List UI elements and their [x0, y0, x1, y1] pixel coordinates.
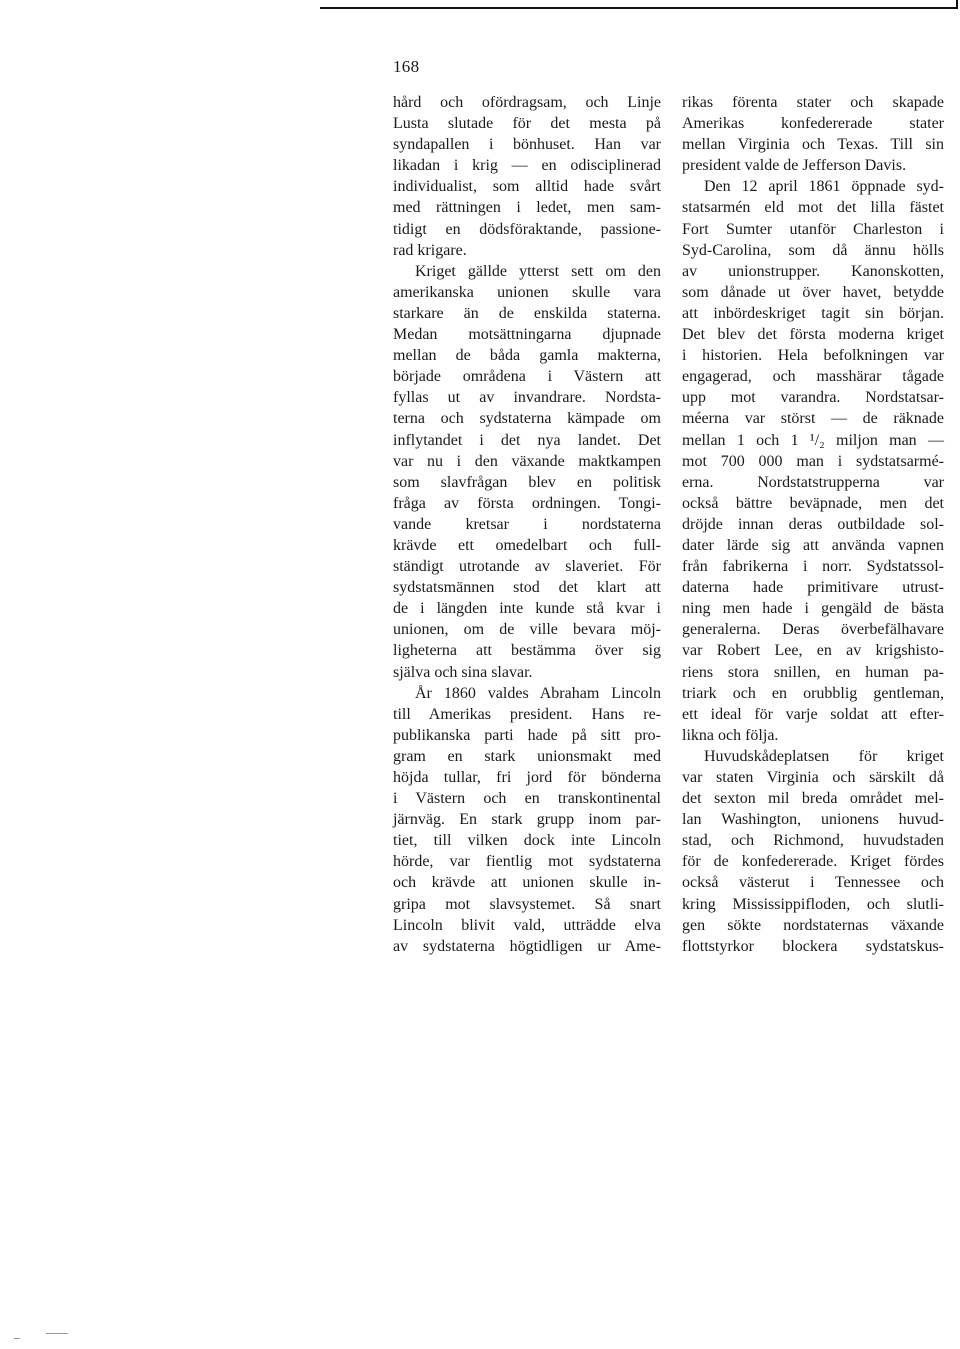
text-line: vande kretsar i nordstaterna: [393, 515, 661, 533]
text-line: individualist, som alltid hade svårt: [393, 178, 661, 196]
text-line: mellan de båda gamla makterna,: [393, 347, 661, 365]
text-line: själva och sina slavar.: [393, 663, 533, 681]
text-line: gram en stark unionsmakt med: [393, 747, 661, 765]
text-line: lan Washington, unionens huvud-: [682, 811, 944, 829]
text-column-right: [682, 92, 944, 957]
text-line: dater lärde sig att använda vapnen: [682, 536, 944, 554]
text-line: för de konfedererade. Kriget fördes: [682, 853, 944, 871]
text-line: rad krigare.: [393, 241, 467, 259]
scan-speck: [46, 1333, 68, 1334]
text-line: var nu i den växande maktkampen: [393, 452, 661, 470]
text-line: gen sökte nordstaternas växande: [682, 916, 944, 934]
text-line: också bättre beväpnade, men det: [682, 494, 944, 512]
text-line: likna och följa.: [682, 726, 779, 744]
text-line: som slavfrågan blev en politisk: [393, 473, 661, 491]
text-line: också västerut i Tennessee och: [682, 874, 944, 892]
text-line: rikas förenta stater och skapade: [682, 94, 944, 111]
text-line: inflytandet i det nya landet. Det: [393, 431, 661, 449]
text-column-left: [393, 92, 661, 957]
top-border-corner: [956, 0, 958, 9]
text-line: upp mot varandra. Nordstatsar-: [682, 389, 944, 407]
text-line: amerikanska unionen skulle vara: [393, 283, 661, 301]
text-line: det sexton mil breda området mel-: [682, 790, 944, 808]
text-line: Huvudskådeplatsen för kriget: [704, 747, 944, 765]
text-line: fråga av första ordningen. Tongi-: [393, 494, 661, 512]
text-line: ligheterna att bestämma över sig: [393, 642, 661, 660]
text-line: daterna hade primitivare utrust-: [682, 579, 944, 597]
text-line: Lincoln blivit vald, utträdde elva: [393, 916, 661, 934]
text-line: tidigt en dödsföraktande, passione-: [393, 220, 661, 238]
text-line: mellan 1 och 1 ¹/₂ miljon man —: [682, 431, 944, 449]
text-line: att inbördeskriget tagit sin början.: [682, 304, 944, 322]
text-line: från fabrikerna i norr. Sydstatssol-: [682, 558, 944, 576]
text-line: publikanska parti hade på sitt pro-: [393, 726, 661, 744]
text-line: Den 12 april 1861 öppnade syd-: [704, 178, 944, 196]
text-line: stad, och Richmond, huvudstaden: [682, 832, 944, 850]
text-line: syndapallen i bönhuset. Han var: [393, 136, 661, 154]
text-line: hörde, var fientlig mot sydstaterna: [393, 853, 661, 871]
text-line: de i längden inte kunde stå kvar i: [393, 600, 661, 618]
text-line: var staten Virginia och särskilt då: [682, 769, 944, 786]
text-line: i historien. Hela befolkningen var: [682, 347, 944, 365]
text-line: som dånade ut över havet, betydde: [682, 283, 944, 301]
text-line: president valde de Jefferson Davis.: [682, 157, 907, 175]
text-line: Det blev det första moderna kriget: [682, 326, 944, 344]
text-line: År 1860 valdes Abraham Lincoln: [415, 684, 661, 702]
text-line: med rättningen i ledet, men sam-: [393, 199, 661, 217]
text-line: ständigt utrotande av slaveriet. För: [393, 558, 661, 576]
text-line: krävde ett omedelbart och full-: [393, 536, 661, 554]
text-line: Amerikas konfedererade stater: [682, 115, 944, 133]
text-line: riens stora snillen, en human pa-: [682, 663, 944, 681]
text-line: Syd-Carolina, som då ännu hölls: [682, 241, 944, 259]
text-line: av unionstrupper. Kanonskotten,: [682, 262, 944, 280]
text-line: och krävde att unionen skulle in-: [393, 874, 661, 892]
text-line: Lusta slutade för det mesta på: [393, 115, 661, 133]
text-line: kring Mississippifloden, och slutli-: [682, 895, 944, 913]
text-line: sydstatsmännen stod det klart att: [393, 579, 661, 597]
text-line: dröjde innan deras outbildade sol-: [682, 515, 944, 533]
text-line: erna. Nordstatstrupperna var: [682, 473, 944, 491]
text-line: unionen, om de ville bevara möj-: [393, 621, 661, 639]
text-line: Fort Sumter utanför Charleston i: [682, 220, 944, 238]
text-line: ett ideal för varje soldat att efter-: [682, 705, 944, 723]
text-line: i Västern och en transkontinental: [393, 790, 661, 808]
text-line: mellan Virginia och Texas. Till sin: [682, 136, 944, 154]
text-line: till Amerikas president. Hans re-: [393, 705, 661, 723]
text-line: Kriget gällde ytterst sett om den: [415, 262, 661, 280]
text-line: tiet, till vilken dock inte Lincoln: [393, 832, 661, 850]
text-line: méerna var störst — de räknade: [682, 410, 944, 428]
text-line: ning men hade i gengäld de bästa: [682, 600, 944, 618]
text-line: höjda tullar, fri jord för bönderna: [393, 769, 661, 786]
text-line: av sydstaterna högtidligen ur Ame-: [393, 937, 661, 955]
page-number: 168: [393, 57, 420, 76]
text-line: generalerna. Deras överbefälhavare: [682, 621, 944, 639]
text-line: järnväg. En stark grupp inom par-: [393, 811, 661, 829]
text-line: engagerad, och masshärar tågade: [682, 368, 944, 386]
text-line: statsarmén eld mot det lilla fästet: [682, 199, 944, 217]
text-line: terna och sydstaterna kämpade om: [393, 410, 661, 428]
text-line: gripa mot slavsystemet. Så snart: [393, 895, 661, 913]
top-border-rule: [320, 7, 958, 9]
text-line: hård och ofördragsam, och Linje: [393, 94, 661, 111]
text-line: likadan i krig — en odisciplinerad: [393, 157, 661, 175]
text-line: Medan motsättningarna djupnade: [393, 326, 661, 344]
text-line: triark och en orubblig gentleman,: [682, 684, 944, 702]
text-line: var Robert Lee, en av krigshisto-: [682, 642, 944, 660]
text-line: fyllas ut av invandrare. Nordsta-: [393, 389, 661, 407]
text-line: flottstyrkor blockera sydstatskus-: [682, 937, 944, 955]
text-line: starkare än de enskilda staterna.: [393, 304, 661, 322]
text-line: mot 700 000 man i sydstatsarmé-: [682, 452, 944, 470]
scan-speck: [14, 1338, 20, 1339]
text-line: började områdena i Västern att: [393, 368, 661, 386]
